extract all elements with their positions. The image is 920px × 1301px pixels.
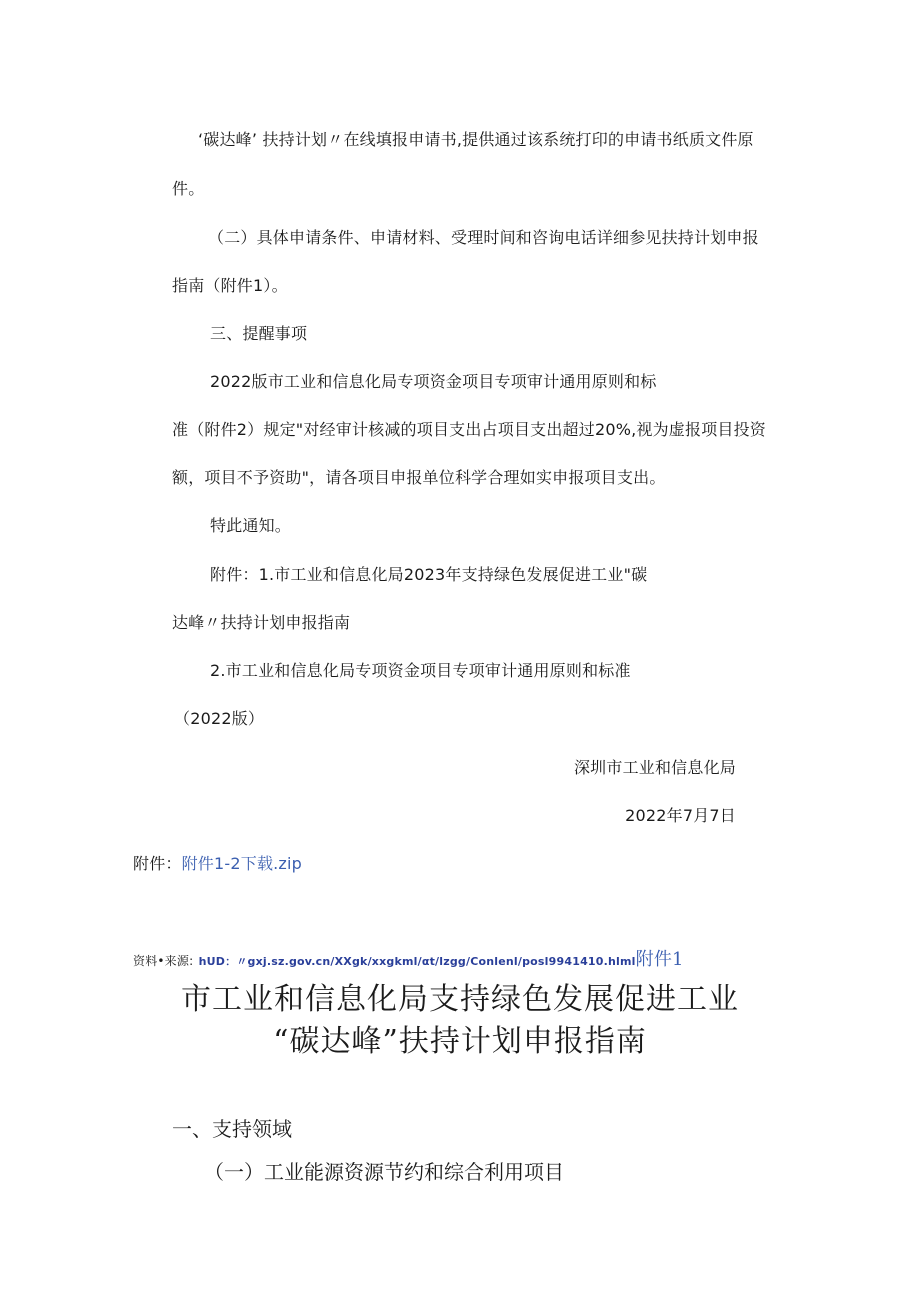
paragraph-line: 件。 <box>172 179 205 198</box>
signature-date: 2022年7月7日 <box>625 806 736 825</box>
source-label: 资料•来源: <box>133 954 194 968</box>
attachment-download-link[interactable]: 附件1-2下载.zip <box>181 854 303 873</box>
paragraph-line: （二）具体申请条件、申请材料、受理时间和咨询电话详细参见扶持计划申报 <box>208 228 759 247</box>
source-row <box>133 950 684 972</box>
subsection-heading: （一）工业能源资源节约和综合利用项目 <box>204 1160 564 1184</box>
attachment-label: 附件： <box>133 854 182 873</box>
attachment-row <box>133 854 302 874</box>
attachment-list-item: （2022版） <box>174 709 265 728</box>
attachment-list-item: 达峰〃扶持计划申报指南 <box>172 613 351 632</box>
paragraph-line: 指南（附件1）。 <box>172 276 288 295</box>
paragraph-line: 准（附件2）规定"对经审计核减的项目支出占项目支出超过20%,视为虚报项目投资 <box>172 420 766 439</box>
annex-title-line-1: 市工业和信息化局支持绿色发展促进工业 <box>181 982 739 1017</box>
annex-tag: 附件1 <box>635 949 684 970</box>
annex-title-line-2: “碳达峰”扶持计划申报指南 <box>273 1024 647 1059</box>
section-heading: 一、支持领域 <box>172 1117 292 1141</box>
attachment-list-item: 2.市工业和信息化局专项资金项目专项审计通用原则和标准 <box>210 661 631 680</box>
section-heading: 三、提醒事项 <box>210 324 308 343</box>
paragraph-line: 特此通知。 <box>210 516 292 535</box>
paragraph-line: 2022版市工业和信息化局专项资金项目专项审计通用原则和标 <box>210 372 657 391</box>
signature-organization: 深圳市工业和信息化局 <box>573 758 736 777</box>
attachment-list-item: 附件：1.市工业和信息化局2023年支持绿色发展促进工业"碳 <box>210 565 648 584</box>
paragraph-line: 额，项目不予资助"，请各项目申报单位科学合理如实申报项目支出。 <box>172 468 666 487</box>
source-url: hUD：〃gxj.sz.gov.cn/XXgk/xxgkml/αt/lzgg/Conlenl/posl9941410.hlml <box>198 955 636 968</box>
paragraph-line: ‘碳达峰’ 扶持计划〃在线填报申请书,提供通过该系统打印的申请书纸质文件原 <box>198 130 754 149</box>
